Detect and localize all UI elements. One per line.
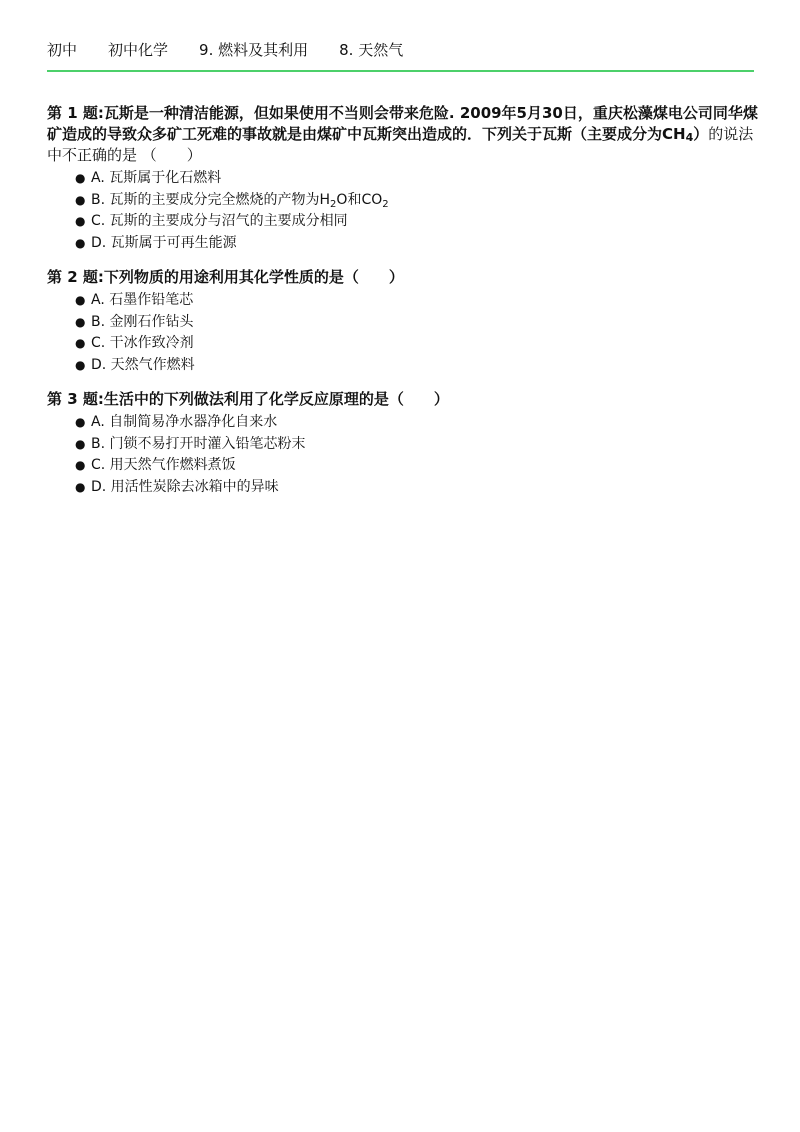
breadcrumb-chapter[interactable]: 9. 燃料及其利用 [199, 41, 309, 59]
breadcrumb [47, 40, 434, 60]
option-item [75, 455, 759, 477]
question-3-label: 第 3 题: [47, 390, 104, 408]
bullet-icon: ● [75, 479, 86, 494]
question-1-options [47, 168, 759, 254]
question-3-text: 生活中的下列做法利用了化学反应原理的是（ ） [103, 390, 449, 408]
question-1-text-close: ） [693, 125, 709, 143]
option-text: C. 用天然气作燃料煮饭 [91, 457, 236, 473]
bullet-icon: ● [75, 436, 86, 451]
option-subscript: 2 [330, 198, 337, 210]
bullet-icon: ● [75, 192, 86, 207]
breadcrumb-section[interactable]: 8. 天然气 [339, 41, 404, 59]
option-text: A. 石墨作铅笔芯 [91, 292, 194, 308]
bullet-icon: ● [75, 458, 86, 472]
breadcrumb-subject[interactable]: 初中化学 [108, 41, 169, 59]
bullet-icon: ● [75, 357, 86, 372]
bullet-icon: ● [75, 336, 86, 350]
option-text: D. 瓦斯属于可再生能源 [91, 234, 237, 251]
option-item [75, 312, 759, 334]
question-1-label: 第 1 题: [47, 104, 104, 122]
question-1-stem [47, 103, 759, 166]
header-divider [47, 70, 754, 72]
question-2-options [47, 290, 759, 376]
bullet-icon: ● [75, 314, 86, 329]
question-3-stem [47, 389, 759, 410]
question-2-text: 下列物质的用途利用其化学性质的是（ ） [103, 268, 404, 286]
option-item [75, 355, 759, 377]
bullet-icon: ● [75, 235, 86, 250]
question-list [47, 103, 759, 511]
question-3 [47, 389, 759, 498]
bullet-icon: ● [75, 214, 86, 228]
breadcrumb-level[interactable]: 初中 [47, 41, 78, 59]
option-item [75, 168, 759, 190]
option-text: B. 门锁不易打开时灌入铅笔芯粉末 [91, 435, 306, 452]
option-text: B. 金刚石作钻头 [91, 313, 194, 330]
option-text: C. 干冰作致冷剂 [91, 335, 194, 351]
question-1-text-end: 的说法中不正确的是 （ ） [47, 125, 754, 164]
bullet-icon: ● [75, 171, 86, 185]
option-text: B. 瓦斯的主要成分完全燃烧的产物为H [91, 191, 331, 208]
bullet-icon: ● [75, 415, 86, 429]
question-3-options [47, 412, 759, 498]
option-text: A. 自制简易净水器净化自来水 [91, 414, 278, 430]
option-text-mid: O和CO [336, 191, 383, 208]
option-text: C. 瓦斯的主要成分与沼气的主要成分相同 [91, 213, 348, 229]
question-1-subscript: 4 [685, 131, 694, 144]
option-item [75, 333, 759, 355]
option-item [75, 233, 759, 255]
option-text: D. 天然气作燃料 [91, 356, 195, 373]
option-item [75, 211, 759, 233]
option-item [75, 412, 759, 434]
option-item [75, 190, 759, 212]
bullet-icon: ● [75, 293, 86, 307]
question-1-text: 瓦斯是一种清洁能源，但如果使用不当则会带来危险. 2009年5月30日，重庆松藻煤电公司同华煤矿造成的导致众多矿工死难的事故就是由煤矿中瓦斯突出造成的．下列关于瓦斯（主要成分为CH [47, 104, 758, 143]
option-item [75, 477, 759, 499]
option-item [75, 290, 759, 312]
question-1 [47, 103, 759, 254]
option-subscript: 2 [382, 198, 389, 210]
option-text: D. 用活性炭除去冰箱中的异味 [91, 478, 279, 495]
option-text: A. 瓦斯属于化石燃料 [91, 170, 222, 186]
question-2-label: 第 2 题: [47, 268, 104, 286]
question-2-stem [47, 267, 759, 288]
question-2 [47, 267, 759, 376]
option-item [75, 434, 759, 456]
